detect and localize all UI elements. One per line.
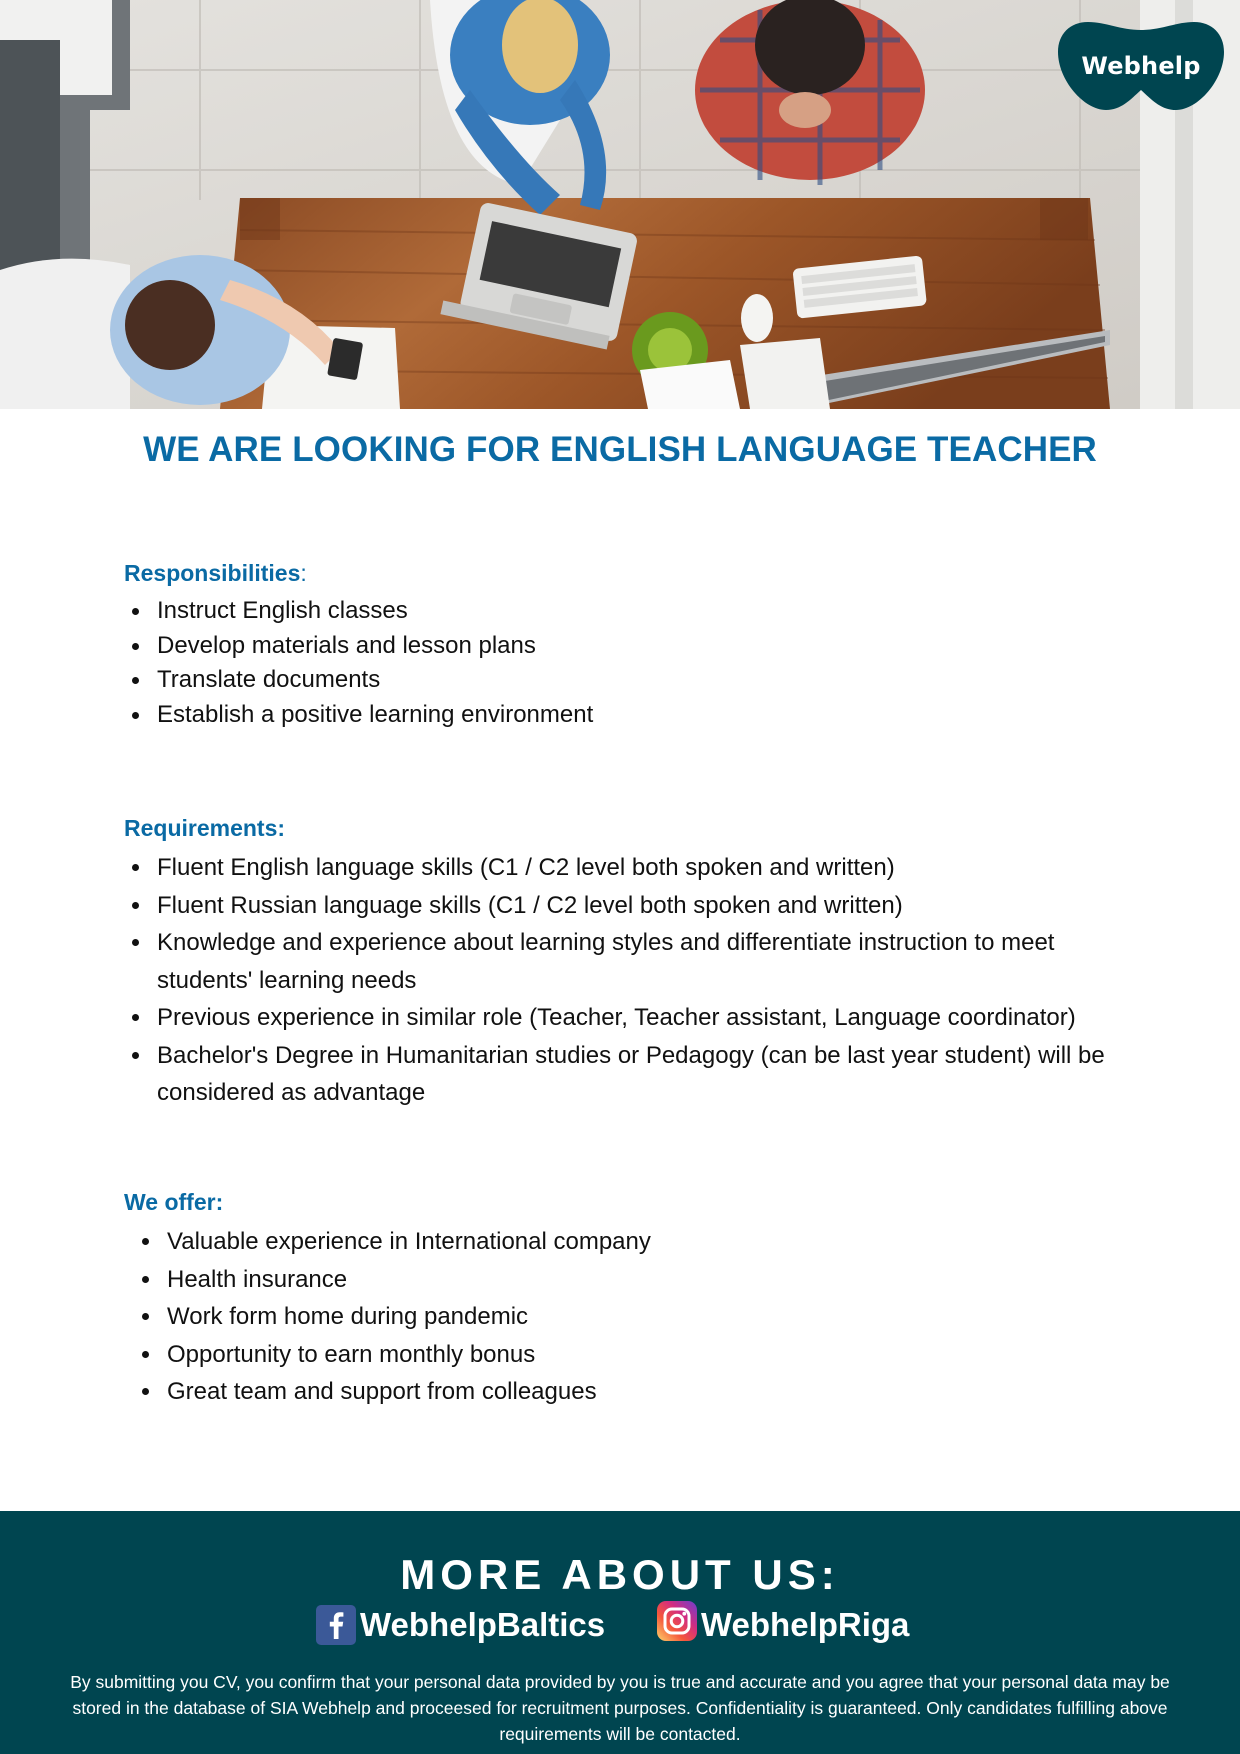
list-item-text: Establish a positive learning environment	[157, 700, 594, 728]
list-item-text: Great team and support from colleagues	[167, 1378, 597, 1405]
list-item	[125, 924, 1145, 999]
list-item	[125, 698, 1125, 733]
list-item-text: Valuable experience in International company	[167, 1228, 651, 1255]
offer-list	[135, 1223, 1135, 1411]
bullet-icon	[132, 677, 139, 684]
offer-heading: We offer:	[124, 1189, 224, 1215]
hero-photo	[0, 0, 1240, 409]
webhelp-logo	[1058, 18, 1224, 114]
responsibilities-heading-text: Responsibilities	[124, 560, 301, 586]
requirements-heading: Requirements:	[124, 815, 286, 841]
responsibilities-heading-colon: :	[300, 560, 307, 586]
bullet-icon	[132, 643, 139, 650]
webhelp-logo-text: Webhelp	[1081, 52, 1201, 80]
bullet-icon	[132, 1014, 139, 1021]
responsibilities-list	[125, 594, 1125, 732]
bullet-icon	[132, 864, 139, 871]
responsibilities-heading	[124, 560, 307, 587]
list-item-text: Develop materials and lesson plans	[157, 631, 536, 659]
list-item	[135, 1373, 1135, 1411]
office-desk-illustration	[0, 0, 1240, 409]
list-item-text: Fluent English language skills (C1 / C2 level both spoken and written)	[157, 854, 895, 881]
privacy-disclaimer: By submitting you CV, you confirm that your personal data provided by you is true and accurate and you agree that your personal data may be stored in the database of SIA Webhelp and proceesed for recruitment purposes. Confidentiality is guaranteed. Only candidates fulfilling above requirements will be contacted.	[70, 1672, 1170, 1744]
bullet-icon	[132, 608, 139, 615]
list-item	[135, 1298, 1135, 1336]
list-item	[135, 1261, 1135, 1299]
list-item	[135, 1336, 1135, 1374]
footer	[0, 1511, 1240, 1754]
facebook-icon	[316, 1605, 356, 1645]
list-item	[125, 1037, 1145, 1112]
bullet-icon	[132, 712, 139, 719]
bullet-icon	[132, 1052, 139, 1059]
list-item-text: Opportunity to earn monthly bonus	[167, 1340, 536, 1368]
list-item-text: Instruct English classes	[157, 597, 408, 624]
instagram-link[interactable]	[657, 1603, 957, 1647]
list-item	[135, 1223, 1135, 1261]
list-item-text: Bachelor's Degree in Humanitarian studies or Pedagogy (can be last year student) will be considered as advantage	[157, 1041, 1105, 1106]
more-about-us-heading: MORE ABOUT US:	[400, 1551, 840, 1598]
requirements-list	[125, 849, 1145, 1112]
list-item-text: Previous experience in similar role (Teacher, Teacher assistant, Language coordinator)	[157, 1004, 1076, 1031]
list-item-text: Knowledge and experience about learning styles and differentiate instruction to meet students' learning needs	[157, 929, 1055, 994]
facebook-handle: WebhelpBaltics	[360, 1606, 606, 1643]
page-title: WE ARE LOOKING FOR ENGLISH LANGUAGE TEACHER	[143, 430, 1097, 469]
instagram-handle: WebhelpRiga	[701, 1606, 910, 1643]
list-item-text: Health insurance	[167, 1265, 348, 1293]
facebook-link[interactable]	[316, 1603, 616, 1647]
list-item-text: Translate documents	[157, 666, 381, 693]
list-item	[125, 999, 1145, 1037]
list-item	[125, 663, 1125, 698]
bullet-icon	[142, 1388, 149, 1395]
bullet-icon	[142, 1276, 149, 1283]
list-item	[125, 594, 1125, 629]
bullet-icon	[142, 1313, 149, 1320]
list-item	[125, 887, 1145, 925]
list-item-text: Work form home during pandemic	[167, 1303, 529, 1330]
bullet-icon	[132, 939, 139, 946]
bullet-icon	[132, 902, 139, 909]
instagram-icon	[657, 1601, 697, 1641]
bullet-icon	[142, 1351, 149, 1358]
list-item	[125, 629, 1125, 664]
bullet-icon	[142, 1238, 149, 1245]
list-item-text: Fluent Russian language skills (C1 / C2 level both spoken and written)	[157, 891, 903, 919]
list-item	[125, 849, 1145, 887]
